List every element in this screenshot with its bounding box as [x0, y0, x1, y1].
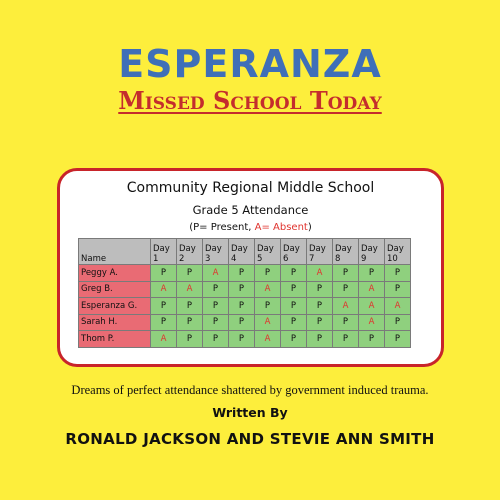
table-row [79, 265, 411, 282]
absent-mark: A [307, 265, 333, 282]
student-name: Thom P. [79, 331, 151, 348]
table-header-row [79, 239, 411, 265]
day-header-number: 6 [283, 254, 289, 264]
day-column-header [281, 239, 307, 265]
present-mark: P [385, 281, 411, 298]
absent-mark: A [177, 281, 203, 298]
day-header-word: Day [335, 244, 352, 254]
day-header-number: 9 [361, 254, 367, 264]
present-mark: P [385, 265, 411, 282]
day-header-number: 4 [231, 254, 237, 264]
student-name: Greg B. [79, 281, 151, 298]
present-mark: P [359, 331, 385, 348]
absent-mark: A [359, 298, 385, 315]
present-mark: P [333, 265, 359, 282]
present-mark: P [333, 331, 359, 348]
present-mark: P [307, 314, 333, 331]
day-column-header [177, 239, 203, 265]
day-header-word: Day [231, 244, 248, 254]
table-row [79, 331, 411, 348]
day-header-number: 7 [309, 254, 315, 264]
day-column-header [203, 239, 229, 265]
absent-mark: A [359, 281, 385, 298]
tagline: Dreams of perfect attendance shattered by government induced trauma. [71, 383, 429, 397]
present-mark: P [385, 331, 411, 348]
present-mark: P [385, 314, 411, 331]
student-name: Esperanza G. [79, 298, 151, 315]
day-header-word: Day [257, 244, 274, 254]
student-name: Peggy A. [79, 265, 151, 282]
present-mark: P [203, 298, 229, 315]
present-mark: P [229, 314, 255, 331]
present-mark: P [333, 281, 359, 298]
legend-present: (P= Present, [189, 222, 255, 233]
day-header-number: 1 [153, 254, 159, 264]
table-row [79, 298, 411, 315]
authors: RONALD JACKSON AND STEVIE ANN SMITH [65, 430, 435, 448]
present-mark: P [177, 265, 203, 282]
present-mark: P [281, 331, 307, 348]
present-mark: P [229, 298, 255, 315]
table-body [79, 265, 411, 348]
day-header-number: 5 [257, 254, 263, 264]
attendance-legend [60, 222, 441, 233]
day-header-word: Day [309, 244, 326, 254]
absent-mark: A [255, 331, 281, 348]
attendance-card [57, 168, 444, 367]
present-mark: P [151, 265, 177, 282]
absent-mark: A [359, 314, 385, 331]
present-mark: P [333, 314, 359, 331]
present-mark: P [229, 331, 255, 348]
student-name: Sarah H. [79, 314, 151, 331]
day-header-number: 2 [179, 254, 185, 264]
day-header-number: 8 [335, 254, 341, 264]
present-mark: P [203, 331, 229, 348]
present-mark: P [229, 281, 255, 298]
present-mark: P [255, 265, 281, 282]
absent-mark: A [255, 314, 281, 331]
absent-mark: A [385, 298, 411, 315]
day-column-header [255, 239, 281, 265]
absent-mark: A [151, 281, 177, 298]
day-header-word: Day [361, 244, 378, 254]
day-header-word: Day [283, 244, 300, 254]
absent-mark: A [151, 331, 177, 348]
book-subtitle: Missed School Today [118, 86, 382, 115]
present-mark: P [177, 314, 203, 331]
present-mark: P [281, 265, 307, 282]
present-mark: P [281, 314, 307, 331]
present-mark: P [151, 314, 177, 331]
school-name: Community Regional Middle School [126, 180, 375, 196]
legend-close: ) [307, 222, 312, 233]
present-mark: P [307, 281, 333, 298]
present-mark: P [177, 298, 203, 315]
present-mark: P [307, 331, 333, 348]
present-mark: P [203, 281, 229, 298]
day-header-word: Day [387, 244, 404, 254]
present-mark: P [281, 298, 307, 315]
day-column-header [307, 239, 333, 265]
written-by-label: Written By [212, 405, 288, 420]
absent-mark: A [203, 265, 229, 282]
table-row [79, 281, 411, 298]
day-column-header [333, 239, 359, 265]
absent-mark: A [333, 298, 359, 315]
present-mark: P [281, 281, 307, 298]
present-mark: P [177, 331, 203, 348]
present-mark: P [203, 314, 229, 331]
day-header-number: 3 [205, 254, 211, 264]
day-column-header [151, 239, 177, 265]
legend-absent: A= Absent [254, 222, 308, 233]
day-column-header [359, 239, 385, 265]
attendance-table [78, 238, 411, 348]
present-mark: P [307, 298, 333, 315]
day-column-header [385, 239, 411, 265]
present-mark: P [151, 298, 177, 315]
day-column-header [229, 239, 255, 265]
day-header-word: Day [205, 244, 222, 254]
day-header-word: Day [153, 244, 170, 254]
grade-heading: Grade 5 Attendance [192, 203, 309, 217]
absent-mark: A [255, 281, 281, 298]
day-header-word: Day [179, 244, 196, 254]
day-header-number: 10 [387, 254, 398, 264]
table-row [79, 314, 411, 331]
present-mark: P [359, 265, 385, 282]
present-mark: P [255, 298, 281, 315]
present-mark: P [229, 265, 255, 282]
name-column-header: Name [79, 239, 151, 265]
book-title: ESPERANZA [118, 42, 382, 86]
